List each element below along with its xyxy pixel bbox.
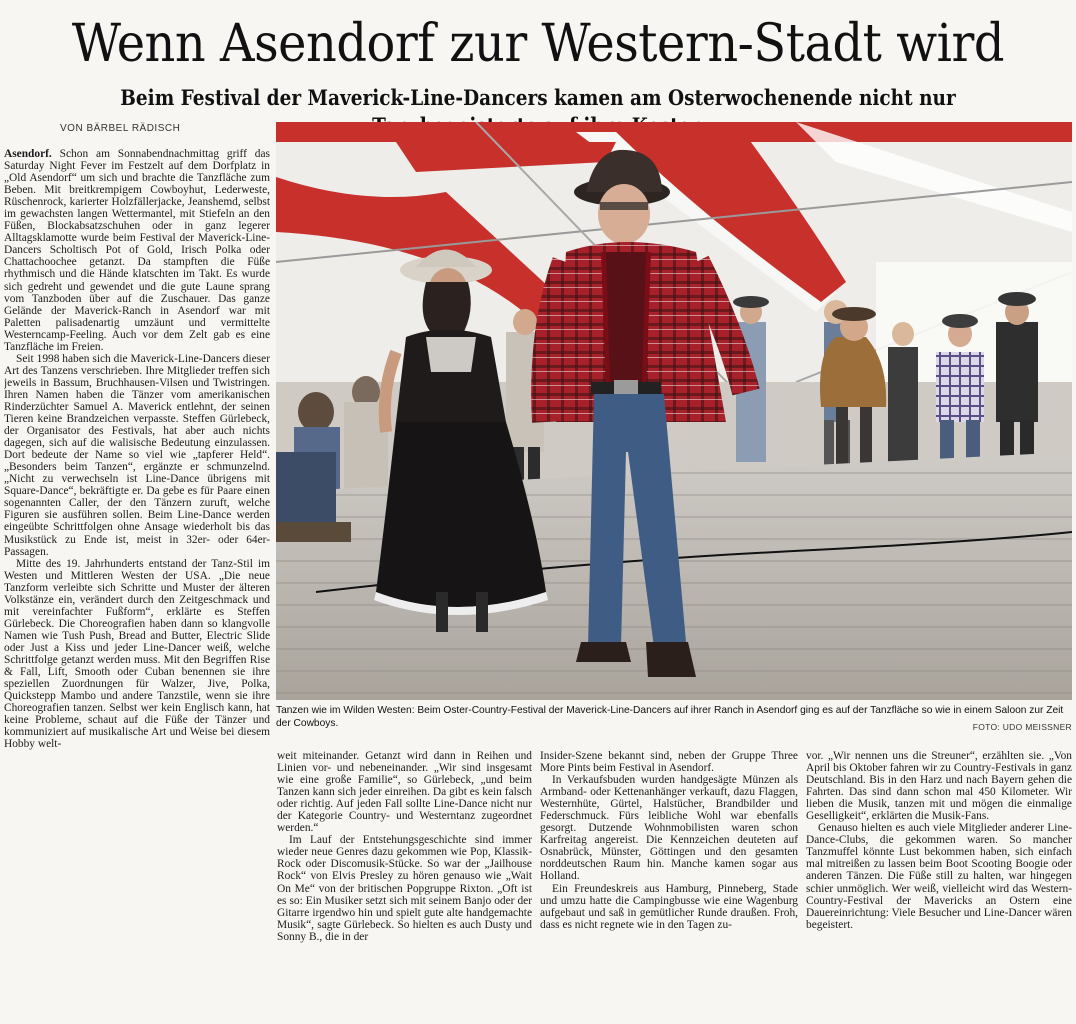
paragraph: Mitte des 19. Jahrhunderts entstand der Tanz-Stil im Westen und Mittleren Westen der USA. „Die neue Tanzform verleibte sich Schritte und Muster der älteren Volkstänze ein, verändert durch den Zeitgeschmack und mit vereinfachter Fußform“, erklärte es Steffen Gürlebeck. Die Choreografien haben dann so klangvolle Namen wie Tush Push, Bread and Butter, Electric Slide oder Just a Kiss und jeder Line-Dancer weiß, welche Schrittfolge getanzt werden muss. Mit den Begriffen Rise & Fall, Lift, Smooth oder Cuban benennen sie ihre speziellen Zuordnungen für Walzer, Jive, Polka, Quickstepp Mambo und andere Tanzstile, wenn sie ihre Choreografien tanzen. Selbst wer kein Englisch kann, hat keine Probleme, schaut auf die Füße der Tänzer und kommuniziert auf musikalische Art und Weise bei diesem Hobby welt- (4, 557, 270, 751)
byline: VON BÄRBEL RÄDISCH (60, 123, 181, 134)
dateline: Asendorf. (4, 148, 52, 160)
article-column-3 (540, 750, 798, 1008)
paragraph: In Verkaufsbuden wurden handgesägte Münzen als Armband- oder Kettenanhänger verkauft, dazu Flaggen, Westernhüte, Gürtel, Halstücher, Brandbilder und Federschmuck. Fürs leibliche Wohl war ebenfalls gesorgt. Dutzende Wohnmobilisten waren schon Karfreitag angereist. Die Kennzeichen deuteten auf Osnabrück, Münster, Göttingen und den gesamten norddeutschen Raum hin. Manche kamen sogar aus Holland. (540, 774, 798, 883)
paragraph: Ein Freundeskreis aus Hamburg, Pinneberg, Stade und umzu hatte die Campingbusse wie eine Wagenburg aufgebaut und saß in gemütlicher Runde draußen. Froh, dass es nicht regnete wie in den Tagen zu- (540, 882, 798, 931)
article-column-2 (277, 750, 532, 1008)
article-column-4 (806, 750, 1072, 1008)
paragraph: Im Lauf der Entstehungsgeschichte sind immer wieder neue Genres dazu gekommen wie Pop, Klassik-Rock oder Discomusik-Stücke. So war der „Jailhouse Rock“ von Elvis Presley zu hören genauso wie „Wait On Me“ von der britischen Popgruppe Rixton. „Oft ist es so: Ein Musiker setzt sich mit seinem Banjo oder der Gitarre irgendwo hin und spielt gute alte handgemachte Musik“, sagte Gürlebeck. So hielten es auch Dusty und Sonny B., die in der (277, 834, 532, 943)
subheadline: Beim Festival der Maverick-Line-Dancers kamen am Osterwochenende nicht nur (120, 85, 956, 110)
paragraph (4, 148, 270, 353)
paragraph-text: Schon am Sonnabendnachmittag griff das Saturday Night Fever im Festzelt auf dem Dorfplatz in „Old Asendorf“ um sich und brachte die Tanzfläche zum Beben. Mit breitkrempigem Cowboyhut, Lederweste, Rüschenrock, karierter Holzfällerjacke, Jeanshemd, selbst im gewachsten langen Wettermantel, mit Stiefeln an den Füßen, Blockabsatzschuhen oder in ganz legerer Alltagsklamotte wurde beim Festival der Maverick-Line-Dancers Scholtisch Pot of Gold, Irisch Polka oder Chattachoochee getanzt. Da stampften die Füße rhythmisch und die Hände klatschten im Takt. Es wurde sich gedreht und gewendet und die gute Laune sprang vom Tanzboden über auf die Zuschauer. Das ganze Gelände der Maverick-Ranch in Asendorf war mit Paletten palisadenartig umzäunt und vermittelte Westerncamp-Feeling. Auch vor dem Zelt gab es eine Tanzfläche im Freien. (4, 148, 270, 353)
paragraph: Insider-Szene bekannt sind, neben der Gruppe Three More Pints beim Festival in Asendorf. (540, 750, 798, 775)
paragraph: Genauso hielten es auch viele Mitglieder anderer Line-Dance-Clubs, die gekommen waren. So mancher Tanzmuffel könnte Lust bekommen haben, sich einfach mal mitreißen zu lassen beim Boot Scooting Boogie oder anderen Tänzen. Die Füße still zu halten, war hingegen schier unmöglich. Wer weiß, vielleicht wird das Western-Country-Festival der Mavericks an Ostern eine Dauereinrichtung: Viele Besucher und Line-Dancer wären begeistert. (806, 822, 1072, 931)
article-column-1 (4, 148, 270, 1006)
headline: Wenn Asendorf zur Western-Stadt wird (71, 14, 1005, 74)
photo-caption: Tanzen wie im Wilden Westen: Beim Oster-Country-Festival der Maverick-Line-Dancers auf ihrer Ranch in Asendorf ging es auf der Tanzfläche so wie in einem Saloon zur Zeit der Cowboys. (276, 705, 1064, 729)
article-photo (276, 122, 1072, 700)
photo-credit: FOTO: UDO MEISSNER (972, 722, 1072, 732)
paragraph: vor. „Wir nennen uns die Streuner“, erzählten sie. „Von April bis Oktober fahren wir zu Country-Festivals in ganz Deutschland. Bis in den Harz und nach Bayern gehen die Fahrten. Das sind dann schon mal 450 Kilometer. Wir lieben die Musik, tanzen mit und mögen die einmalige Geselligkeit“, erklärten die Musik-Fans. (806, 750, 1072, 823)
paragraph: Seit 1998 haben sich die Maverick-Line-Dancers dieser Art des Tanzens verschrieben. Ihre Mitglieder treffen sich jeweils in Bassum, Bruchhausen-Vilsen und Twistringen. Ihren Namen haben die Tänzer vom amerikanischen Rinderzüchter Samuel A. Maverick entlehnt, der seinen Tieren keine Brandzeichen verpasste. Steffen Gürlebeck, der Organisator des Festivals, hat aber auch nichts dagegen, sich auf die walisische Bedeutung einzulassen. Dort bedeute der Name so viel wie „tapferer Held“. „Besonders beim Tanzen“, ergänzte er schmunzelnd. „Nicht zu verwechseln ist Line-Dance übrigens mit Square-Dance“, bekräftigte er. Da gebe es für Paare einen sogenannten Caller, der den Tänzern zuruft, welche Figuren sie ausführen sollen. Beim Line-Dance werden eingeübte Schrittfolgen ohne Ansage wiederholt bis das Musikstück zu Ende ist, meist in 32er- oder 64er-Passagen. (4, 352, 270, 558)
dancers-photo-illustration (276, 122, 1072, 700)
paragraph: weit miteinander. Getanzt wird dann in Reihen und Linien vor- und nebeneinander. „Wir sind insgesamt wie eine große Familie“, so Gürlebeck, „und beim Tanzen kann sich jeder einreihen. Da gibt es kein falsch oder richtig. Auf jeden Fall sollte Line-Dance nicht nur der Kategorie Country- und Westerntanz zugeordnet werden.“ (277, 750, 532, 835)
